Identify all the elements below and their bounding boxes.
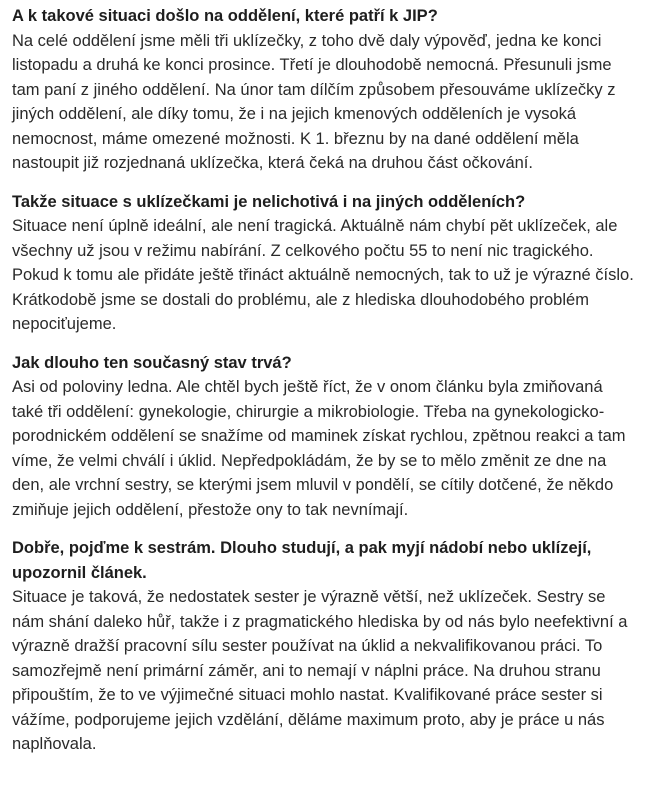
answer-paragraph: Situace je taková, že nedostatek sester je výrazně větší, než uklízeček. Sestry se nám shání daleko hůř, takže i z pragmatického hlediska by od nás bylo neefektivní a výrazně dražší pracovní sílu sester používat na úklid a nekvalifikovanou práci. To samozřejmě není primární záměr, ani to nemají v náplni práce. Na druhou stranu připouštím, že to ve výjimečné situaci mohlo nastat. Kvalifikované práce sester si vážíme, podporujeme jejich vzdělání, děláme maximum proto, aby je práce u nás naplňovala. (12, 588, 628, 753)
qa-section-nurses (12, 536, 638, 757)
qa-section-duration (12, 351, 638, 523)
qa-section-other-departments (12, 190, 638, 337)
answer-paragraph: Na celé oddělení jsme měli tři uklízečky, z toho dvě daly výpověď, jedna ke konci listopadu a druhá ke konci prosince. Třetí je dlouhodobě nemocná. Přesunuli jsme tam paní z jiného oddělení. Na únor tam dílčím způsobem přesouváme uklízečky z jiných oddělení, ale díky tomu, že i na jejich kmenových odděleních je vysoká nemocnost, máme omezené možnosti. K 1. březnu by na dané oddělení měla nastoupit již rozjednaná uklízečka, která čeká na druhou část očkování. (12, 31, 616, 172)
answer-paragraph: Asi od poloviny ledna. Ale chtěl bych ještě říct, že v onom článku byla zmiňovaná také tři oddělení: gynekologie, chirurgie a mikrobiologie. Třeba na gynekologicko-porodnickém oddělení se snažíme od maminek získat rychlou, zpětnou reakci a tam víme, že velmi chválí i úklid. Nepředpokládám, že by se to mělo změnit ze dne na den, ale vrchní sestry, se kterými jsem mluvil v pondělí, se cítily dotčené, že někdo zmiňuje jejich oddělení, přestože ony to tak nevnímají. (12, 378, 626, 519)
question-heading: Takže situace s uklízečkami je nelichotivá i na jiných odděleních? (12, 192, 526, 211)
answer-paragraph: Situace není úplně ideální, ale není tragická. Aktuálně nám chybí pět uklízeček, ale všechny už jsou v režimu nabírání. Z celkového počtu 55 to není nic tragického. Pokud k tomu ale přidáte ještě třináct aktuálně nemocných, tak to už je výrazné číslo. Krátkodobě jsme se dostali do problému, ale z hlediska dlouhodobého problém nepociťujeme. (12, 217, 634, 333)
question-heading: Dobře, pojďme k sestrám. Dlouho studují, a pak myjí nádobí nebo uklízejí, upozornil článek. (12, 539, 592, 582)
qa-section-jip (12, 4, 638, 176)
question-heading: Jak dlouho ten současný stav trvá? (12, 353, 292, 372)
question-heading: A k takové situaci došlo na oddělení, které patří k JIP? (12, 7, 438, 25)
